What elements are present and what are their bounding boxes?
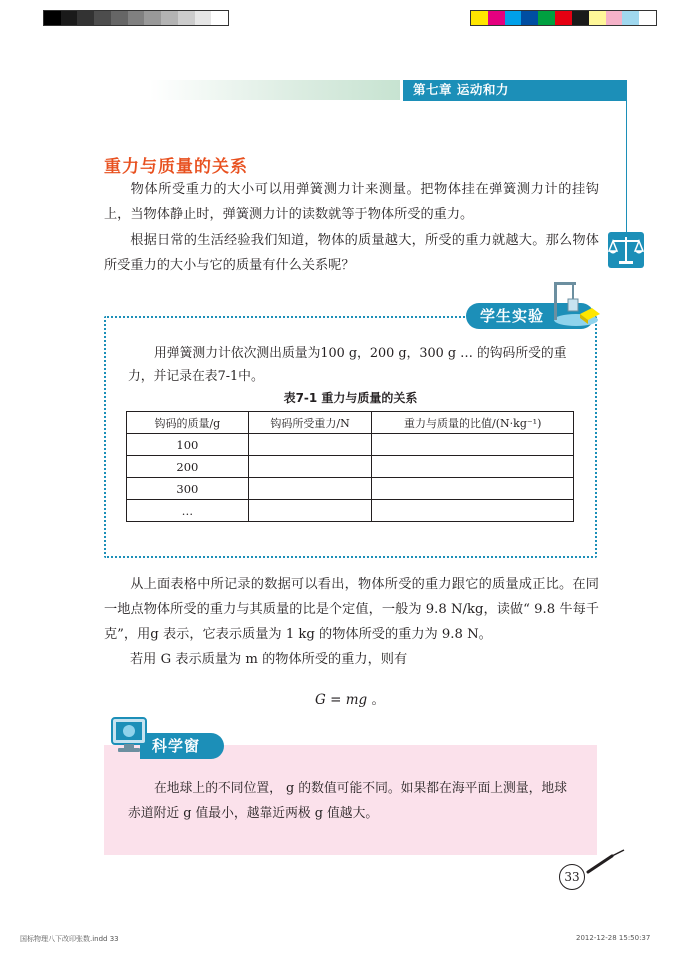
table-row xyxy=(127,478,574,500)
chapter-header-gradient xyxy=(150,80,400,100)
color-swatch xyxy=(521,11,538,25)
table-cell xyxy=(372,456,574,478)
science-window-text xyxy=(128,776,578,826)
grayscale-swatch xyxy=(161,11,178,25)
table-caption: 表7-1 重力与质量的关系 xyxy=(283,391,418,405)
grayscale-swatch xyxy=(77,11,94,25)
data-table xyxy=(126,411,574,522)
paragraph-2-text: 根据日常的生活经验我们知道，物体的质量越大，所受的重力就越大。那么物体所受重力的大小与它的质量有什么关系呢？ xyxy=(104,233,599,273)
margin-rule xyxy=(626,80,627,235)
color-swatch xyxy=(505,11,522,25)
paragraph-3 xyxy=(104,572,599,647)
formula-rhs: mg xyxy=(345,692,368,708)
table-cell xyxy=(372,500,574,522)
grayscale-swatch xyxy=(211,11,228,25)
formula-equals: = xyxy=(325,692,346,708)
table-header-gravity: 钩码所受重力/N xyxy=(248,412,372,434)
science-window-text-body: 在地球上的不同位置， g 的数值可能不同。如果都在海平面上测量，地球赤道附近 g 值最小，越靠近两极 g 值越大。 xyxy=(128,781,568,821)
chapter-title: 第七章 运动和力 xyxy=(403,80,626,100)
grayscale-swatch xyxy=(111,11,128,25)
color-swatch xyxy=(572,11,589,25)
file-info: 国标物理八下改印张数.indd 33 xyxy=(20,935,119,943)
paragraph-1-text: 物体所受重力的大小可以用弹簧测力计来测量。把物体挂在弹簧测力计的挂钩上，当物体静止时，弹簧测力计的读数就等于物体所受的重力。 xyxy=(104,182,599,222)
table-row xyxy=(127,434,574,456)
color-swatch xyxy=(622,11,639,25)
grayscale-swatch xyxy=(61,11,78,25)
formula-end: 。 xyxy=(367,692,385,708)
table-cell xyxy=(248,434,372,456)
formula-lhs: G xyxy=(315,692,326,708)
color-swatch xyxy=(589,11,606,25)
table-cell: 300 xyxy=(127,478,249,500)
lab-equipment-icon xyxy=(540,278,604,328)
grayscale-swatch xyxy=(44,11,61,25)
grayscale-swatch xyxy=(195,11,212,25)
section-heading: 重力与质量的关系 xyxy=(104,157,248,177)
table-cell xyxy=(372,478,574,500)
experiment-badge: 学生实验 xyxy=(466,303,594,329)
color-swatch xyxy=(555,11,572,25)
table-cell: 200 xyxy=(127,456,249,478)
table-cell xyxy=(248,478,372,500)
table-cell xyxy=(248,500,372,522)
grayscale-swatch xyxy=(144,11,161,25)
paragraph-2 xyxy=(104,228,599,278)
chapter-rule xyxy=(403,100,626,101)
table-cell xyxy=(372,434,574,456)
grayscale-swatch xyxy=(128,11,145,25)
table-row xyxy=(127,456,574,478)
formula xyxy=(0,688,700,708)
table-row xyxy=(127,500,574,522)
experiment-instructions-text: 用弹簧测力计依次测出质量为100 g，200 g，300 g … 的钩码所受的重力，并记录在表7-1中。 xyxy=(128,346,567,384)
experiment-instructions xyxy=(128,342,578,388)
color-swatch xyxy=(606,11,623,25)
table-header-ratio: 重力与质量的比值/(N·kg⁻¹) xyxy=(372,412,574,434)
page-number: 33 xyxy=(559,864,585,890)
paragraph-4-text: 若用 G 表示质量为 m 的物体所受的重力，则有 xyxy=(130,652,408,667)
paragraph-4 xyxy=(104,647,599,672)
grayscale-swatch xyxy=(94,11,111,25)
computer-monitor-icon xyxy=(108,714,152,758)
table-cell: … xyxy=(127,500,249,522)
paragraph-3-text: 从上面表格中所记录的数据可以看出，物体所受的重力跟它的质量成正比。在同一地点物体所受的重力与其质量的比是个定值，一般为 9.8 N/kg，读做“ 9.8 牛每千克”，用g 表示，它表示质量为 1 kg 的物体所受的重力为 9.8 N。 xyxy=(104,577,599,642)
paragraph-1 xyxy=(104,177,599,227)
color-swatch xyxy=(639,11,656,25)
print-timestamp: 2012-12-28 15:50:37 xyxy=(576,934,651,942)
table-header-mass: 钩码的质量/g xyxy=(127,412,249,434)
color-swatch xyxy=(471,11,488,25)
magnifier-icon xyxy=(586,848,626,874)
color-registration-bar xyxy=(470,10,657,26)
color-swatch xyxy=(488,11,505,25)
grayscale-registration-bar xyxy=(43,10,229,26)
table-cell: 100 xyxy=(127,434,249,456)
grayscale-swatch xyxy=(178,11,195,25)
color-swatch xyxy=(538,11,555,25)
balance-scale-icon xyxy=(604,232,648,268)
table-cell xyxy=(248,456,372,478)
science-window-badge: 科学窗 xyxy=(140,733,224,759)
